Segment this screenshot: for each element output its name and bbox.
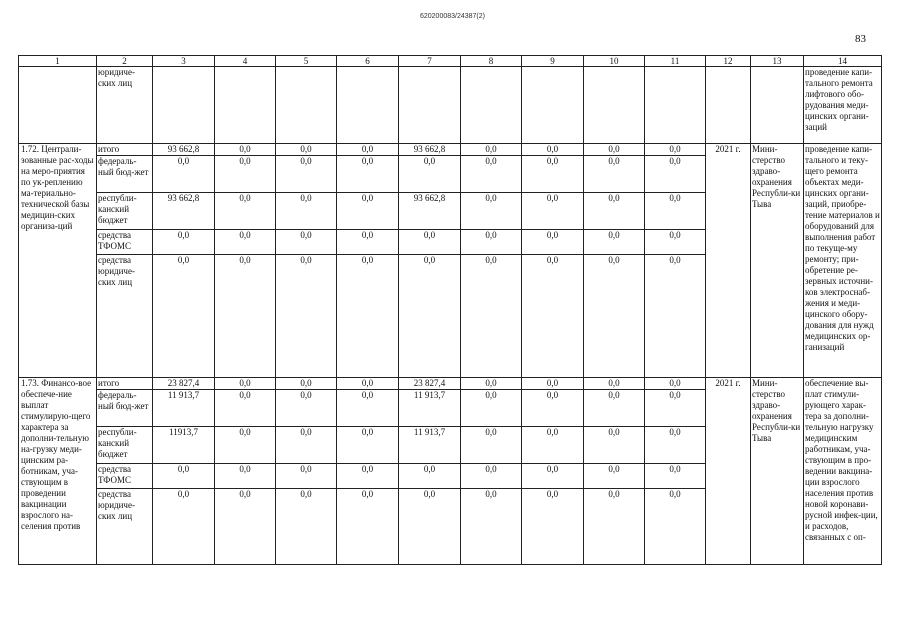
value-cell: 0,0 [461, 378, 522, 390]
funding-source: федераль-ный бюд-жет [97, 156, 153, 193]
activity-name: 1.72. Централи-зованные рас-ходы на меро-приятия по ук-реплению ма-териально-технической базы медицин-ских организа-ций [19, 144, 97, 378]
funding-source: средства ТФОМС [97, 230, 153, 255]
value-cell: 0,0 [337, 255, 399, 378]
value-cell: 0,0 [522, 230, 584, 255]
value-cell: 0,0 [645, 230, 706, 255]
value-cell: 0,0 [584, 378, 645, 390]
value-cell: 0,0 [153, 255, 215, 378]
value-cell: 93 662,8 [399, 193, 461, 230]
header-cell: 10 [584, 56, 645, 67]
value-cell: 0,0 [461, 144, 522, 156]
value-cell: 0,0 [276, 489, 337, 565]
value-cell: 0,0 [461, 464, 522, 489]
value-cell: 0,0 [215, 193, 276, 230]
value-cell: 0,0 [276, 427, 337, 464]
header-cell: 3 [153, 56, 215, 67]
value-cell: 0,0 [584, 144, 645, 156]
value-cell: 93 662,8 [153, 144, 215, 156]
value-cell: 0,0 [522, 464, 584, 489]
funding-source: республи-канский бюджет [97, 427, 153, 464]
continuation-row [19, 67, 882, 144]
value-cell: 0,0 [276, 156, 337, 193]
value-cell: 0,0 [645, 193, 706, 230]
value-cell: 0,0 [215, 390, 276, 427]
value-cell: 0,0 [645, 378, 706, 390]
value-cell: 0,0 [584, 390, 645, 427]
activity-name: 1.73. Финансо-вое обеспече-ние выплат стимулирую-щего характера за дополни-тельную на-грузку меди-цинским ра-ботникам, уча-ствующим в проведении вакцинации взрослого на-селения против [19, 378, 97, 565]
funding-source: средства ТФОМС [97, 464, 153, 489]
value-cell: 0,0 [337, 230, 399, 255]
value-cell: 0,0 [645, 489, 706, 565]
value-cell: 0,0 [584, 255, 645, 378]
value-cell: 0,0 [399, 255, 461, 378]
value-cell: 0,0 [153, 464, 215, 489]
funding-source: итого [97, 378, 153, 390]
value-cell: 0,0 [522, 390, 584, 427]
value-cell: 0,0 [584, 489, 645, 565]
value-cell: 11 913,7 [399, 427, 461, 464]
value-cell: 0,0 [215, 156, 276, 193]
value-cell: 0,0 [215, 255, 276, 378]
value-cell: 0,0 [153, 230, 215, 255]
executor-cell: Мини-стерство здраво-охранения Республи-ки Тыва [751, 378, 804, 565]
value-cell: 0,0 [276, 193, 337, 230]
value-cell: 93 662,8 [153, 193, 215, 230]
funding-source: республи-канский бюджет [97, 193, 153, 230]
value-cell: 93 662,8 [399, 144, 461, 156]
funding-source: итого [97, 144, 153, 156]
header-cell: 8 [461, 56, 522, 67]
value-cell: 0,0 [522, 378, 584, 390]
value-cell: 11 913,7 [399, 390, 461, 427]
value-cell: 0,0 [645, 427, 706, 464]
value-cell: 0,0 [276, 390, 337, 427]
value-cell: 11913,7 [153, 427, 215, 464]
value-cell: 0,0 [153, 489, 215, 565]
value-cell: 23 827,4 [153, 378, 215, 390]
header-row [19, 56, 882, 67]
funding-source: средства юридиче-ских лиц [97, 489, 153, 565]
value-cell: 0,0 [645, 464, 706, 489]
document-id: 620200083/24387(2) [419, 13, 485, 20]
value-cell: 0,0 [584, 464, 645, 489]
value-cell: 0,0 [153, 156, 215, 193]
value-cell: 0,0 [337, 193, 399, 230]
value-cell: 0,0 [461, 193, 522, 230]
value-cell: 0,0 [276, 230, 337, 255]
value-cell: 0,0 [215, 378, 276, 390]
value-cell: 0,0 [337, 156, 399, 193]
page-number: 83 [855, 33, 866, 45]
table-row [19, 378, 882, 390]
table-cell [19, 67, 97, 144]
value-cell: 0,0 [522, 427, 584, 464]
financing-table [18, 55, 882, 565]
value-cell: 0,0 [399, 464, 461, 489]
header-cell: 9 [522, 56, 584, 67]
header-cell: 13 [751, 56, 804, 67]
table-row [19, 144, 882, 156]
expected-result: проведение капи-тального ремонта лифтового обо-рудования меди-цинских органи-заций [804, 67, 882, 144]
value-cell: 0,0 [461, 427, 522, 464]
header-cell: 12 [706, 56, 751, 67]
value-cell: 0,0 [522, 156, 584, 193]
value-cell: 11 913,7 [153, 390, 215, 427]
header-cell: 6 [337, 56, 399, 67]
value-cell: 0,0 [584, 230, 645, 255]
header-cell: 4 [215, 56, 276, 67]
header-cell: 14 [804, 56, 882, 67]
value-cell: 0,0 [215, 144, 276, 156]
expected-result: проведение капи-тального и теку-щего ремонта объектах меди-цинских органи-заций, приобре-тение материалов и оборудований для выполнения работ по текуще-му ремонту; при-обретение ре-зервных источни-ков электроснаб-жения и меди-цинского обору-дования для нужд медицинских ор-ганизаций [804, 144, 882, 378]
value-cell: 0,0 [337, 144, 399, 156]
value-cell: 0,0 [461, 156, 522, 193]
value-cell: 0,0 [276, 464, 337, 489]
value-cell: 0,0 [215, 230, 276, 255]
year-cell: 2021 г. [706, 144, 751, 378]
value-cell: 0,0 [461, 390, 522, 427]
header-cell: 2 [97, 56, 153, 67]
value-cell: 0,0 [276, 255, 337, 378]
value-cell: 0,0 [584, 156, 645, 193]
value-cell: 0,0 [645, 156, 706, 193]
value-cell: 0,0 [399, 230, 461, 255]
value-cell: 0,0 [337, 464, 399, 489]
expected-result: обеспечение вы-плат стимули-рующего харак-тера за дополни-тельную нагрузку медицинским работникам, уча-ствующим в про-ведении вакцина-ции взрослого населения против новой коронави-русной инфек-ции, и расходов, связанных с оп- [804, 378, 882, 565]
header-cell: 11 [645, 56, 706, 67]
value-cell: 0,0 [215, 489, 276, 565]
value-cell: 0,0 [522, 255, 584, 378]
value-cell: 0,0 [399, 156, 461, 193]
header-cell: 1 [19, 56, 97, 67]
value-cell: 0,0 [461, 489, 522, 565]
value-cell: 0,0 [276, 378, 337, 390]
funding-source: юридиче-ских лиц [97, 67, 153, 144]
value-cell: 0,0 [461, 255, 522, 378]
header-cell: 7 [399, 56, 461, 67]
value-cell: 0,0 [337, 378, 399, 390]
value-cell: 0,0 [522, 193, 584, 230]
funding-source: федераль-ный бюд-жет [97, 390, 153, 427]
value-cell: 0,0 [215, 464, 276, 489]
value-cell: 0,0 [645, 390, 706, 427]
value-cell: 0,0 [215, 427, 276, 464]
value-cell: 0,0 [337, 390, 399, 427]
value-cell: 0,0 [522, 144, 584, 156]
value-cell: 0,0 [461, 230, 522, 255]
value-cell: 0,0 [584, 427, 645, 464]
value-cell: 0,0 [337, 427, 399, 464]
value-cell: 0,0 [584, 193, 645, 230]
header-cell: 5 [276, 56, 337, 67]
year-cell: 2021 г. [706, 378, 751, 565]
value-cell: 0,0 [337, 489, 399, 565]
value-cell: 0,0 [399, 489, 461, 565]
value-cell: 0,0 [645, 255, 706, 378]
executor-cell: Мини-стерство здраво-охранения Республи-ки Тыва [751, 144, 804, 378]
value-cell: 23 827,4 [399, 378, 461, 390]
value-cell: 0,0 [276, 144, 337, 156]
value-cell: 0,0 [522, 489, 584, 565]
funding-source: средства юридиче-ских лиц [97, 255, 153, 378]
value-cell: 0,0 [645, 144, 706, 156]
